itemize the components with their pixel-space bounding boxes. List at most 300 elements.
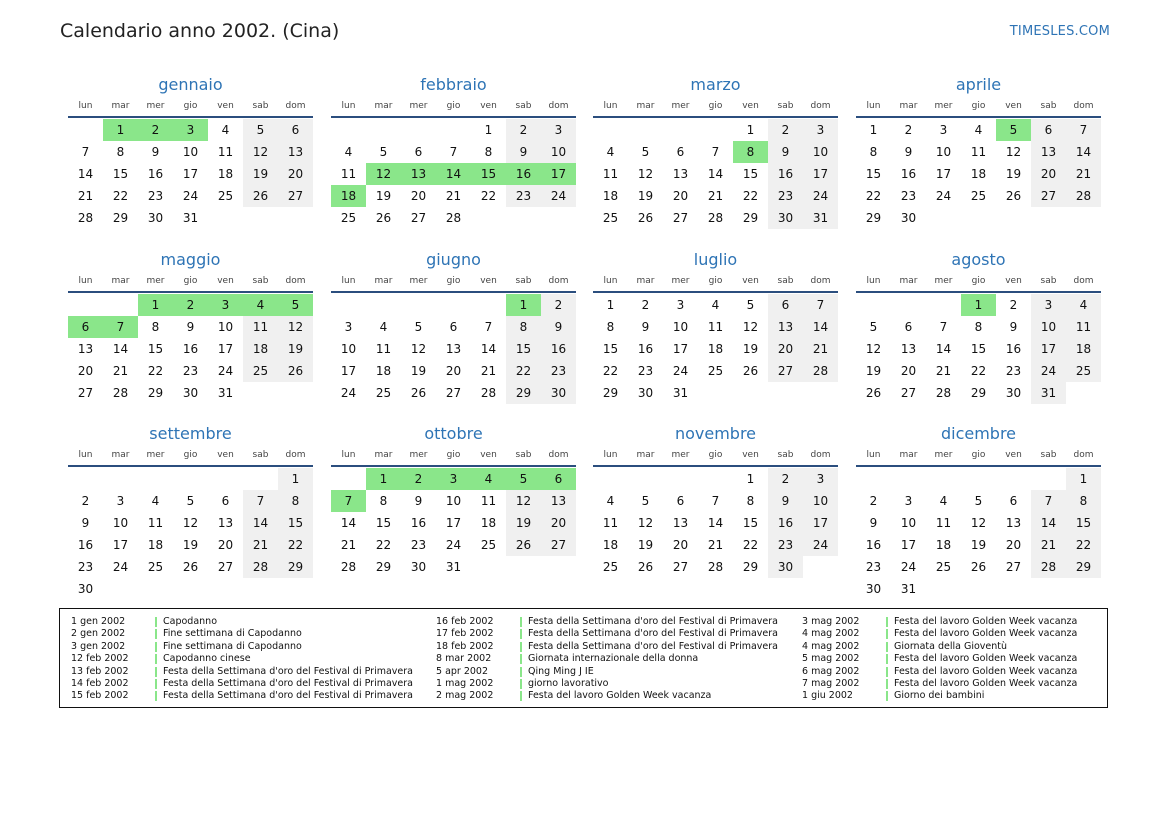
holiday-date: 16 feb 2002 <box>436 616 494 627</box>
holiday-name: Fine settimana di Capodanno <box>163 628 302 640</box>
month-rule <box>68 291 313 293</box>
holiday-row <box>436 678 778 690</box>
day-cell: 22 <box>147 364 164 378</box>
day-cell: 12 <box>182 516 199 530</box>
holiday-marker <box>520 654 522 664</box>
month-settembre <box>68 423 313 600</box>
day-cell: 23 <box>506 185 541 207</box>
day-cell: 10 <box>803 141 838 163</box>
day-cell: 20 <box>217 538 234 552</box>
weekday-label: dom <box>810 276 831 286</box>
day-cell: 10 <box>803 490 838 512</box>
day-cell: 9 <box>541 316 576 338</box>
day-cell: 27 <box>1005 560 1022 574</box>
empty-cell <box>68 294 103 316</box>
day-cell: 8 <box>746 494 755 508</box>
holiday-marker <box>520 667 522 677</box>
empty-cell <box>996 468 1031 490</box>
holiday-row <box>436 616 778 628</box>
empty-cell <box>856 468 891 490</box>
weekday-label: mar <box>374 276 393 286</box>
day-cell: 6 <box>449 320 458 334</box>
weekday-label: mar <box>636 101 655 111</box>
month-rule <box>68 465 313 467</box>
day-cell: 4 <box>606 145 615 159</box>
day-cell: 9 <box>151 145 160 159</box>
weekday-label: mer <box>671 450 690 460</box>
empty-cell <box>401 119 436 141</box>
day-cell: 23 <box>77 560 94 574</box>
day-cell: 26 <box>1005 189 1022 203</box>
day-cell: 20 <box>77 364 94 378</box>
day-cell: 2 <box>768 119 803 141</box>
day-grid <box>856 294 1101 404</box>
day-grid <box>856 468 1101 600</box>
day-cell: 17 <box>803 512 838 534</box>
weekday-label: lun <box>603 276 618 286</box>
day-cell: 23 <box>182 364 199 378</box>
holiday-date: 14 feb 2002 <box>71 677 129 689</box>
holiday-column <box>436 616 778 703</box>
day-cell: 23 <box>637 364 654 378</box>
weekday-label: sab <box>515 276 532 286</box>
month-aprile <box>856 74 1101 229</box>
holiday-name: Festa del lavoro Golden Week vacanza <box>894 616 1078 627</box>
day-cell: 25 <box>707 364 724 378</box>
weekday-label: mar <box>374 450 393 460</box>
day-cell: 21 <box>1066 163 1101 185</box>
month-rule <box>593 465 838 467</box>
weekday-label: gio <box>446 101 461 111</box>
empty-cell <box>628 468 663 490</box>
day-cell: 21 <box>707 538 724 552</box>
weekday-label: ven <box>217 101 234 111</box>
day-grid <box>68 119 313 229</box>
day-cell: 3 <box>436 468 471 490</box>
weekday-label: gio <box>183 450 198 460</box>
month-name: gennaio <box>158 75 223 94</box>
weekday-label: mer <box>146 276 165 286</box>
holiday-row <box>802 690 1077 702</box>
day-cell: 14 <box>77 167 94 181</box>
holiday-date: 4 mag 2002 <box>802 640 860 652</box>
day-cell: 26 <box>742 364 759 378</box>
empty-cell <box>331 468 366 490</box>
day-cell: 27 <box>768 360 803 382</box>
weekday-label: ven <box>742 450 759 460</box>
day-cell: 29 <box>742 211 759 225</box>
day-cell: 21 <box>935 364 952 378</box>
day-cell: 12 <box>865 342 882 356</box>
day-cell: 6 <box>541 468 576 490</box>
day-cell: 2 <box>869 494 878 508</box>
day-cell: 21 <box>707 189 724 203</box>
holiday-marker <box>520 642 522 652</box>
month-agosto <box>856 249 1101 404</box>
month-dicembre <box>856 423 1101 600</box>
day-cell: 25 <box>217 189 234 203</box>
month-name: giugno <box>426 250 481 269</box>
day-cell: 29 <box>970 386 987 400</box>
day-cell: 6 <box>676 494 685 508</box>
day-cell: 24 <box>445 538 462 552</box>
weekday-label: dom <box>1073 450 1094 460</box>
holiday-name: Festa della Settimana d'oro del Festival di Primavera <box>163 690 413 702</box>
weekday-header <box>331 98 576 115</box>
day-cell: 12 <box>278 316 313 338</box>
weekday-label: ven <box>1005 450 1022 460</box>
day-cell: 11 <box>602 516 619 530</box>
day-cell: 10 <box>1031 316 1066 338</box>
weekday-label: mer <box>671 276 690 286</box>
empty-cell <box>436 294 471 316</box>
day-cell: 9 <box>1009 320 1018 334</box>
day-cell: 18 <box>147 538 164 552</box>
holiday-column <box>71 616 413 703</box>
day-cell: 26 <box>182 560 199 574</box>
day-cell: 23 <box>900 189 917 203</box>
day-cell: 29 <box>865 211 882 225</box>
day-cell: 24 <box>803 534 838 556</box>
day-cell: 26 <box>865 386 882 400</box>
day-cell: 12 <box>1005 145 1022 159</box>
day-cell: 30 <box>147 211 164 225</box>
day-cell: 30 <box>182 386 199 400</box>
day-cell: 3 <box>676 298 685 312</box>
day-cell: 4 <box>1066 294 1101 316</box>
weekday-header <box>68 273 313 290</box>
day-cell: 25 <box>602 211 619 225</box>
day-cell: 28 <box>707 211 724 225</box>
day-cell: 15 <box>278 512 313 534</box>
weekday-label: ven <box>480 276 497 286</box>
day-cell: 13 <box>278 141 313 163</box>
day-cell: 9 <box>81 516 90 530</box>
day-cell: 26 <box>278 360 313 382</box>
day-cell: 15 <box>1066 512 1101 534</box>
day-cell: 7 <box>449 145 458 159</box>
day-cell: 13 <box>445 342 462 356</box>
weekday-label: sab <box>1040 276 1057 286</box>
holiday-name: Qing Ming J IE <box>528 665 594 677</box>
day-cell: 19 <box>410 364 427 378</box>
day-cell: 1 <box>746 123 755 137</box>
empty-cell <box>331 294 366 316</box>
month-marzo <box>593 74 838 229</box>
weekday-header <box>856 98 1101 115</box>
weekday-label: mer <box>934 101 953 111</box>
day-cell: 1 <box>278 468 313 490</box>
day-cell: 19 <box>742 342 759 356</box>
day-cell: 31 <box>182 211 199 225</box>
weekday-label: gio <box>446 276 461 286</box>
day-cell: 30 <box>768 556 803 578</box>
day-cell: 15 <box>147 342 164 356</box>
day-cell: 18 <box>602 538 619 552</box>
holiday-date: 1 mag 2002 <box>436 677 494 689</box>
day-cell: 20 <box>1005 538 1022 552</box>
empty-cell <box>926 294 961 316</box>
day-cell: 9 <box>904 145 913 159</box>
day-cell: 2 <box>173 294 208 316</box>
holiday-name: giorno lavorativo <box>528 677 609 689</box>
day-cell: 7 <box>939 320 948 334</box>
day-cell: 4 <box>379 320 388 334</box>
holiday-name: Capodanno <box>163 616 218 627</box>
day-cell: 13 <box>672 516 689 530</box>
weekday-label: gio <box>183 276 198 286</box>
day-cell: 18 <box>1066 338 1101 360</box>
day-cell: 6 <box>221 494 230 508</box>
holiday-date: 3 gen 2002 <box>71 640 126 652</box>
weekday-label: gio <box>971 101 986 111</box>
day-cell: 2 <box>641 298 650 312</box>
day-cell: 4 <box>974 123 983 137</box>
day-cell: 26 <box>637 560 654 574</box>
day-cell: 27 <box>672 560 689 574</box>
day-cell: 24 <box>182 189 199 203</box>
day-cell: 7 <box>803 294 838 316</box>
empty-cell <box>663 119 698 141</box>
weekday-label: mer <box>934 276 953 286</box>
weekday-label: lun <box>866 276 881 286</box>
day-cell: 22 <box>1066 534 1101 556</box>
weekday-label: lun <box>341 276 356 286</box>
day-cell: 16 <box>900 167 917 181</box>
day-cell: 28 <box>445 211 462 225</box>
day-cell: 19 <box>278 338 313 360</box>
day-cell: 4 <box>344 145 353 159</box>
day-cell: 17 <box>182 167 199 181</box>
day-cell: 15 <box>375 516 392 530</box>
weekday-label: mar <box>111 101 130 111</box>
holiday-marker <box>886 617 888 627</box>
day-cell: 7 <box>711 145 720 159</box>
day-cell: 2 <box>541 294 576 316</box>
day-cell: 23 <box>768 534 803 556</box>
day-cell: 22 <box>602 364 619 378</box>
weekday-header <box>68 447 313 464</box>
day-cell: 14 <box>436 163 471 185</box>
day-cell: 8 <box>606 320 615 334</box>
day-cell: 25 <box>375 386 392 400</box>
weekday-label: sab <box>1040 101 1057 111</box>
day-cell: 2 <box>138 119 173 141</box>
day-cell: 13 <box>672 167 689 181</box>
day-cell: 2 <box>81 494 90 508</box>
day-cell: 29 <box>506 382 541 404</box>
weekday-label: sab <box>515 101 532 111</box>
day-cell: 17 <box>672 342 689 356</box>
holiday-row <box>802 678 1077 690</box>
day-grid <box>331 119 576 229</box>
holiday-date: 2 gen 2002 <box>71 628 126 640</box>
day-cell: 6 <box>278 119 313 141</box>
day-cell: 24 <box>112 560 129 574</box>
weekday-label: mar <box>111 276 130 286</box>
day-cell: 9 <box>506 141 541 163</box>
holiday-column <box>802 616 1077 703</box>
holiday-row <box>436 666 778 678</box>
day-cell: 19 <box>1005 167 1022 181</box>
holiday-row <box>802 641 1077 653</box>
weekday-label: lun <box>78 101 93 111</box>
day-cell: 18 <box>480 516 497 530</box>
site-link[interactable]: TIMESLES.COM <box>1009 24 1110 39</box>
empty-cell <box>331 119 366 141</box>
empty-cell <box>208 468 243 490</box>
day-cell: 13 <box>1005 516 1022 530</box>
holiday-marker <box>886 691 888 701</box>
month-rule <box>856 465 1101 467</box>
day-cell: 28 <box>480 386 497 400</box>
day-cell: 2 <box>768 468 803 490</box>
holiday-row <box>71 616 413 628</box>
weekday-label: dom <box>285 101 306 111</box>
day-cell: 25 <box>602 560 619 574</box>
month-name: dicembre <box>940 424 1017 443</box>
holiday-list <box>59 608 1108 708</box>
day-cell: 14 <box>935 342 952 356</box>
day-cell: 4 <box>243 294 278 316</box>
day-cell: 12 <box>742 320 759 334</box>
day-cell: 28 <box>1066 185 1101 207</box>
day-cell: 9 <box>414 494 423 508</box>
day-cell: 22 <box>970 364 987 378</box>
day-cell: 12 <box>366 163 401 185</box>
weekday-header <box>593 447 838 464</box>
day-cell: 11 <box>375 342 392 356</box>
day-cell: 9 <box>186 320 195 334</box>
day-cell: 12 <box>637 167 654 181</box>
day-cell: 2 <box>506 119 541 141</box>
day-cell: 8 <box>379 494 388 508</box>
day-cell: 20 <box>541 512 576 534</box>
day-cell: 11 <box>602 167 619 181</box>
day-cell: 1 <box>606 298 615 312</box>
day-cell: 17 <box>900 538 917 552</box>
day-grid <box>331 468 576 578</box>
day-cell: 30 <box>1005 386 1022 400</box>
day-cell: 22 <box>506 360 541 382</box>
day-cell: 6 <box>68 316 103 338</box>
day-cell: 1 <box>506 294 541 316</box>
day-cell: 5 <box>278 294 313 316</box>
day-cell: 3 <box>803 468 838 490</box>
day-cell: 27 <box>77 386 94 400</box>
day-cell: 24 <box>340 386 357 400</box>
day-cell: 16 <box>506 163 541 185</box>
day-cell: 6 <box>676 145 685 159</box>
holiday-row <box>436 690 778 702</box>
day-cell: 27 <box>541 534 576 556</box>
weekday-label: ven <box>217 450 234 460</box>
day-cell: 24 <box>672 364 689 378</box>
day-cell: 31 <box>803 207 838 229</box>
day-cell: 24 <box>900 560 917 574</box>
day-cell: 13 <box>900 342 917 356</box>
day-cell: 2 <box>401 468 436 490</box>
day-cell: 5 <box>641 494 650 508</box>
day-cell: 16 <box>768 163 803 185</box>
holiday-date: 15 feb 2002 <box>71 690 129 702</box>
month-maggio <box>68 249 313 404</box>
day-cell: 1 <box>1066 468 1101 490</box>
day-cell: 8 <box>1066 490 1101 512</box>
weekday-label: gio <box>708 450 723 460</box>
weekday-label: dom <box>285 276 306 286</box>
weekday-label: mar <box>636 450 655 460</box>
weekday-label: lun <box>866 450 881 460</box>
day-cell: 15 <box>865 167 882 181</box>
month-rule <box>593 291 838 293</box>
day-cell: 17 <box>1031 338 1066 360</box>
weekday-label: mar <box>636 276 655 286</box>
holiday-name: Giorno dei bambini <box>894 690 985 702</box>
holiday-marker <box>520 679 522 689</box>
day-cell: 4 <box>606 494 615 508</box>
day-cell: 20 <box>672 538 689 552</box>
weekday-label: dom <box>1073 276 1094 286</box>
day-cell: 12 <box>970 516 987 530</box>
day-cell: 30 <box>637 386 654 400</box>
weekday-label: dom <box>285 450 306 460</box>
day-cell: 10 <box>445 494 462 508</box>
day-cell: 22 <box>278 534 313 556</box>
day-cell: 21 <box>112 364 129 378</box>
day-cell: 14 <box>112 342 129 356</box>
day-cell: 21 <box>1031 534 1066 556</box>
day-cell: 17 <box>803 163 838 185</box>
day-cell: 17 <box>112 538 129 552</box>
day-cell: 16 <box>147 167 164 181</box>
day-cell: 3 <box>1031 294 1066 316</box>
weekday-label: dom <box>548 276 569 286</box>
empty-cell <box>593 468 628 490</box>
day-cell: 8 <box>974 320 983 334</box>
day-grid <box>856 119 1101 229</box>
month-name: ottobre <box>424 424 483 443</box>
day-cell: 22 <box>375 538 392 552</box>
day-cell: 11 <box>935 516 952 530</box>
holiday-date: 8 mar 2002 <box>436 653 492 665</box>
page-title: Calendario anno 2002. (Cina) <box>60 20 340 42</box>
holiday-row <box>802 616 1077 628</box>
day-cell: 9 <box>768 490 803 512</box>
day-cell: 23 <box>768 185 803 207</box>
weekday-label: mer <box>409 101 428 111</box>
day-cell: 24 <box>1031 360 1066 382</box>
weekday-label: mar <box>899 276 918 286</box>
holiday-name: Festa della Settimana d'oro del Festival di Primavera <box>528 640 778 652</box>
holiday-marker <box>155 667 157 677</box>
day-cell: 13 <box>401 163 436 185</box>
day-cell: 27 <box>672 211 689 225</box>
day-cell: 7 <box>484 320 493 334</box>
day-cell: 27 <box>410 211 427 225</box>
day-cell: 5 <box>506 468 541 490</box>
holiday-marker <box>520 691 522 701</box>
day-cell: 16 <box>541 338 576 360</box>
holiday-marker <box>155 654 157 664</box>
day-cell: 28 <box>935 386 952 400</box>
day-cell: 15 <box>742 167 759 181</box>
holiday-date: 7 mag 2002 <box>802 677 860 689</box>
day-cell: 29 <box>147 386 164 400</box>
day-cell: 18 <box>970 167 987 181</box>
day-cell: 22 <box>480 189 497 203</box>
day-cell: 23 <box>1005 364 1022 378</box>
